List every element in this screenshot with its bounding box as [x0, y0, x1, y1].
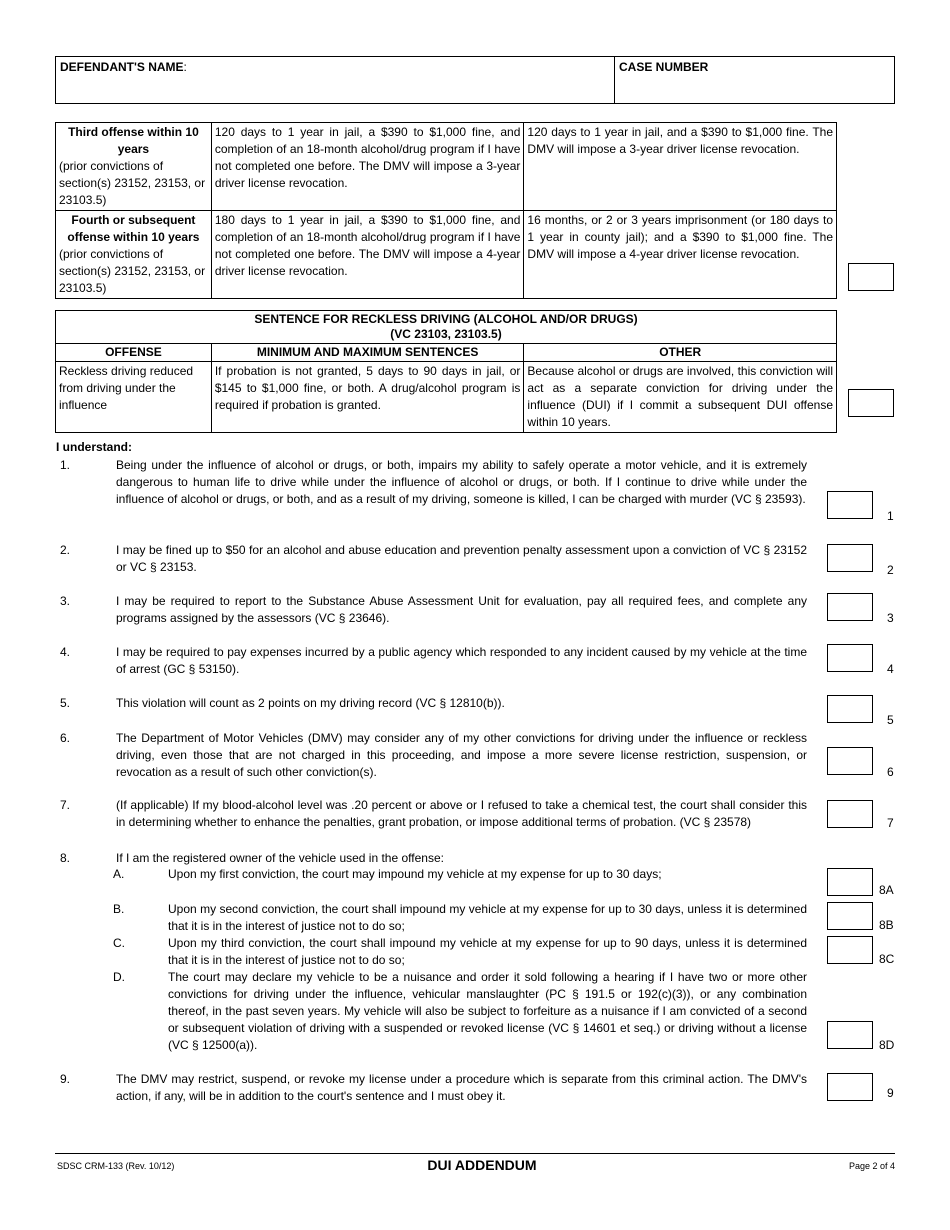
initial-box[interactable]: [848, 389, 894, 417]
initial-box[interactable]: [848, 263, 894, 291]
initial-box-8c[interactable]: [827, 936, 873, 964]
form-title: DUI ADDENDUM: [427, 1157, 537, 1173]
offense-cell: [56, 211, 212, 299]
initial-box-8b[interactable]: [827, 902, 873, 930]
item-number: 6.: [60, 731, 71, 745]
sub-item-letter: C.: [113, 936, 125, 950]
probation-sentence-cell: 180 days to 1 year in jail, a $390 to $1,000 fine, and completion of an 18-month alcohol/drug program if I have not completed one before. The DMV will impose a 4-year driver license revocation.: [211, 211, 524, 299]
reckless-other-cell: Because alcohol or drugs are involved, this conviction will act as a separate conviction for driving under the influence (DUI) if I commit a subsequent DUI offense within 10 years.: [524, 362, 837, 433]
sub-item-letter: A.: [113, 867, 125, 881]
initial-box-label: 4: [887, 662, 894, 676]
sub-item-text: The court may declare my vehicle to be a nuisance and order it sold following a hearing if I have two or more other convictions for driving under the influence, vehicular manslaughter (PC § 191.5 or 192(c)(3)), or any combination thereof, in the past seven years. My vehicle will also be subject to forfeiture as a nuisance if I am convicted of a second or subsequent violation of driving with a suspended or revoked license (VC § 14601 et seq.) or driving without a license (VC § 12500(a)).: [168, 970, 807, 1052]
initial-box-label: 3: [887, 611, 894, 625]
no-probation-sentence-cell: 16 months, or 2 or 3 years imprisonment (or 180 days to 1 year in county jail); and a $390 to $1,000 fine. The DMV will impose a 4-year driver license revocation.: [524, 211, 837, 299]
initial-box-label: 8C: [879, 952, 895, 966]
initial-box-2[interactable]: [827, 544, 873, 572]
no-probation-sentence-cell: 120 days to 1 year in jail, and a $390 to $1,000 fine. The DMV will impose a 3-year driver license revocation.: [524, 123, 837, 211]
item-number: 9.: [60, 1072, 71, 1086]
initial-box-label: 8D: [879, 1038, 895, 1052]
item-number: 7.: [60, 798, 71, 812]
item-text: I may be required to report to the Substance Abuse Assessment Unit for evaluation, pay all required fees, and complete any programs assigned by the assessors (VC § 23646).: [116, 594, 807, 625]
reckless-driving-table: [55, 310, 837, 433]
defendant-name-field[interactable]: [56, 57, 615, 103]
item-text: I may be required to pay expenses incurred by a public agency which responded to any incident caused by my vehicle at the time of arrest (GC § 53150).: [116, 645, 807, 676]
offense-cell: [56, 123, 212, 211]
defendant-name-label: DEFENDANT'S NAME: [60, 60, 184, 74]
initial-box-8d[interactable]: [827, 1021, 873, 1049]
initial-box-3[interactable]: [827, 593, 873, 621]
item-text: If I am the registered owner of the vehicle used in the offense:: [116, 851, 444, 865]
item-text: I may be fined up to $50 for an alcohol and abuse education and prevention penalty assessment upon a conviction of VC § 23152 or VC § 23153.: [116, 543, 807, 574]
offense-title: Third offense within 10 years: [68, 125, 199, 156]
item-number: 4.: [60, 645, 71, 659]
column-header-sentences: MINIMUM AND MAXIMUM SENTENCES: [211, 344, 524, 362]
initial-box-8a[interactable]: [827, 868, 873, 896]
initial-box-4[interactable]: [827, 644, 873, 672]
table-row: [56, 211, 837, 299]
item-text: (If applicable) If my blood-alcohol level was .20 percent or above or I refused to take a chemical test, the court shall consider this in determining whether to enhance the penalties, grant probation, or impose additional terms of probation. (VC § 23578): [116, 798, 807, 829]
understand-heading: I understand:: [56, 440, 133, 454]
initial-box-5[interactable]: [827, 695, 873, 723]
initial-box-7[interactable]: [827, 800, 873, 828]
initial-box-label: 5: [887, 713, 894, 727]
defendant-name-colon: :: [183, 60, 187, 74]
initial-box-label: 9: [887, 1086, 894, 1100]
sub-item-text: Upon my second conviction, the court shall impound my vehicle at my expense for up to 30 days, unless it is determined that it is in the interest of justice not to do so;: [168, 902, 807, 933]
item-text: This violation will count as 2 points on my driving record (VC § 12810(b)).: [116, 696, 505, 710]
offense-title: Fourth or subsequent offense within 10 years: [67, 213, 200, 244]
initial-box-6[interactable]: [827, 747, 873, 775]
table-row: [56, 362, 837, 433]
initial-box-label: 8B: [879, 918, 894, 932]
item-text: The Department of Motor Vehicles (DMV) may consider any of my other convictions for driving under the influence or reckless driving, even those that are not charged in this proceeding, and impose a more severe license restriction, suspension, or revocation as a result of such other conviction(s).: [116, 731, 807, 779]
offense-detail: (prior convictions of section(s) 23152, 23153, or 23103.5): [59, 247, 206, 295]
item-number: 5.: [60, 696, 71, 710]
offense-sentence-table: [55, 122, 837, 299]
reckless-offense-cell: Reckless driving reduced from driving under the influence: [56, 362, 212, 433]
form-id: SDSC CRM-133 (Rev. 10/12): [57, 1161, 175, 1171]
page-number: Page 2 of 4: [848, 1161, 895, 1171]
initial-box-label: 7: [887, 816, 894, 830]
probation-sentence-cell: 120 days to 1 year in jail, a $390 to $1,000 fine, and completion of an 18-month alcohol/drug program if I have not completed one before. The DMV will impose a 3-year driver license revocation.: [211, 123, 524, 211]
item-text: Being under the influence of alcohol or drugs, or both, impairs my ability to safely operate a motor vehicle, and it is extremely dangerous to human life to drive while under the influence of alcohol or drugs, or both. If I continue to drive while under the influence of alcohol or drugs, or both, and as a result of my driving, someone is killed, I can be charged with murder (VC § 23593).: [116, 458, 807, 506]
sub-item-text: Upon my third conviction, the court shall impound my vehicle at my expense for up to 90 days, unless it is determined that it is in the interest of justice not to do so;: [168, 936, 807, 967]
case-number-field[interactable]: [615, 57, 894, 103]
item-number: 8.: [60, 851, 71, 865]
reckless-title: SENTENCE FOR RECKLESS DRIVING (ALCOHOL AND/OR DRUGS): [254, 312, 638, 326]
sub-item-letter: B.: [113, 902, 125, 916]
column-header-offense: OFFENSE: [56, 344, 212, 362]
item-text: The DMV may restrict, suspend, or revoke my license under a procedure which is separate from this criminal action. The DMV's action, if any, will be in addition to the court's sentence and I must obey it.: [116, 1072, 807, 1103]
table-row: [56, 123, 837, 211]
item-number: 3.: [60, 594, 71, 608]
initial-box-label: 6: [887, 765, 894, 779]
reckless-table-title: [56, 311, 837, 344]
initial-box-label: 2: [887, 563, 894, 577]
initial-box-1[interactable]: [827, 491, 873, 519]
item-number: 2.: [60, 543, 71, 557]
sub-item-text: Upon my first conviction, the court may impound my vehicle at my expense for up to 30 days;: [168, 867, 662, 881]
item-number: 1.: [60, 458, 71, 472]
initial-box-9[interactable]: [827, 1073, 873, 1101]
reckless-subtitle: (VC 23103, 23103.5): [390, 327, 502, 341]
sub-item-letter: D.: [113, 970, 125, 984]
footer-rule: [55, 1153, 895, 1154]
offense-detail: (prior convictions of section(s) 23152, 23153, or 23103.5): [59, 159, 206, 207]
initial-box-label: 8A: [879, 883, 894, 897]
initial-box-label: 1: [887, 509, 894, 523]
column-header-other: OTHER: [524, 344, 837, 362]
case-number-label: CASE NUMBER: [619, 60, 709, 74]
reckless-sentences-cell: If probation is not granted, 5 days to 90 days in jail, or $145 to $1,000 fine, or both. A drug/alcohol program is required if probation is granted.: [211, 362, 524, 433]
header-box: [55, 56, 895, 104]
